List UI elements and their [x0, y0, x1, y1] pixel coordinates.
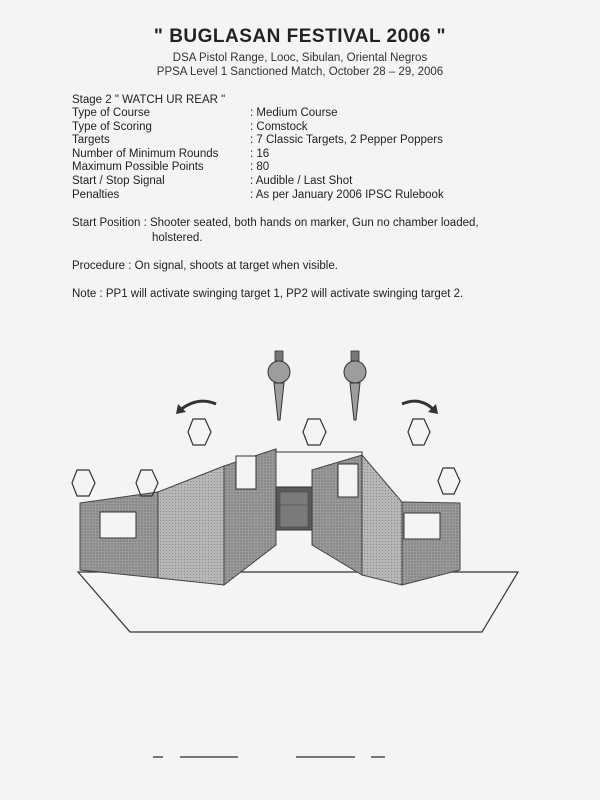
spec-value: : As per January 2006 IPSC Rulebook: [250, 188, 444, 201]
venue-line: DSA Pistol Range, Looc, Sibulan, Oriental Negros: [172, 52, 428, 64]
right-inner-wall: [312, 455, 362, 575]
hex-target: [438, 468, 460, 494]
back-outline: [276, 449, 362, 455]
right-inner-window: [338, 464, 358, 497]
left-inner-wall: [224, 449, 276, 585]
spec-label: Targets: [72, 134, 110, 147]
document-title: " BUGLASAN FESTIVAL 2006 ": [153, 26, 447, 47]
spec-value: : 16: [250, 147, 270, 160]
right-wall: [402, 502, 460, 585]
pepper-popper-2: [344, 351, 366, 420]
spec-label: Start / Stop Signal: [72, 174, 165, 187]
spec-label: Type of Course: [72, 107, 150, 119]
pepper-popper-1: [268, 351, 290, 420]
note: Note : PP1 will activate swinging target 1, PP2 will activate swinging target 2.: [72, 288, 464, 300]
left-inner-window: [236, 456, 256, 489]
stage-title: Stage 2 " WATCH UR REAR ": [72, 94, 226, 106]
start-position-line2: holstered.: [152, 232, 203, 244]
hex-target: [303, 419, 326, 445]
left-front-wall: [158, 466, 224, 585]
hex-target: [188, 419, 211, 445]
swing-arrows: [176, 401, 438, 414]
floor-outline: [78, 572, 518, 632]
swing-arrow-icon: [180, 401, 216, 410]
spec-value: : Audible / Last Shot: [250, 174, 353, 187]
hex-target: [72, 470, 95, 496]
left-window: [100, 512, 136, 538]
hex-target: [408, 419, 430, 445]
match-line: PPSA Level 1 Sanctioned Match, October 28 – 29, 2006: [156, 66, 444, 78]
spec-label: Penalties: [72, 188, 120, 201]
procedure: Procedure : On signal, shoots at target when visible.: [72, 260, 338, 272]
spec-label: Type of Scoring: [72, 120, 152, 133]
back-box: [276, 487, 312, 530]
left-wall: [80, 492, 158, 578]
spec-value: : Medium Course: [250, 107, 338, 119]
right-window: [404, 513, 440, 539]
spec-value: : Comstock: [250, 120, 308, 133]
spec-label: Maximum Possible Points: [72, 161, 204, 174]
start-position-line1: Start Position : Shooter seated, both hands on marker, Gun no chamber loaded,: [72, 217, 479, 229]
swing-arrow-icon: [402, 401, 434, 410]
spec-value: : 7 Classic Targets, 2 Pepper Poppers: [250, 134, 443, 147]
right-front-wall: [362, 455, 402, 585]
spec-label: Number of Minimum Rounds: [72, 147, 219, 160]
spec-value: : 80: [250, 161, 270, 174]
